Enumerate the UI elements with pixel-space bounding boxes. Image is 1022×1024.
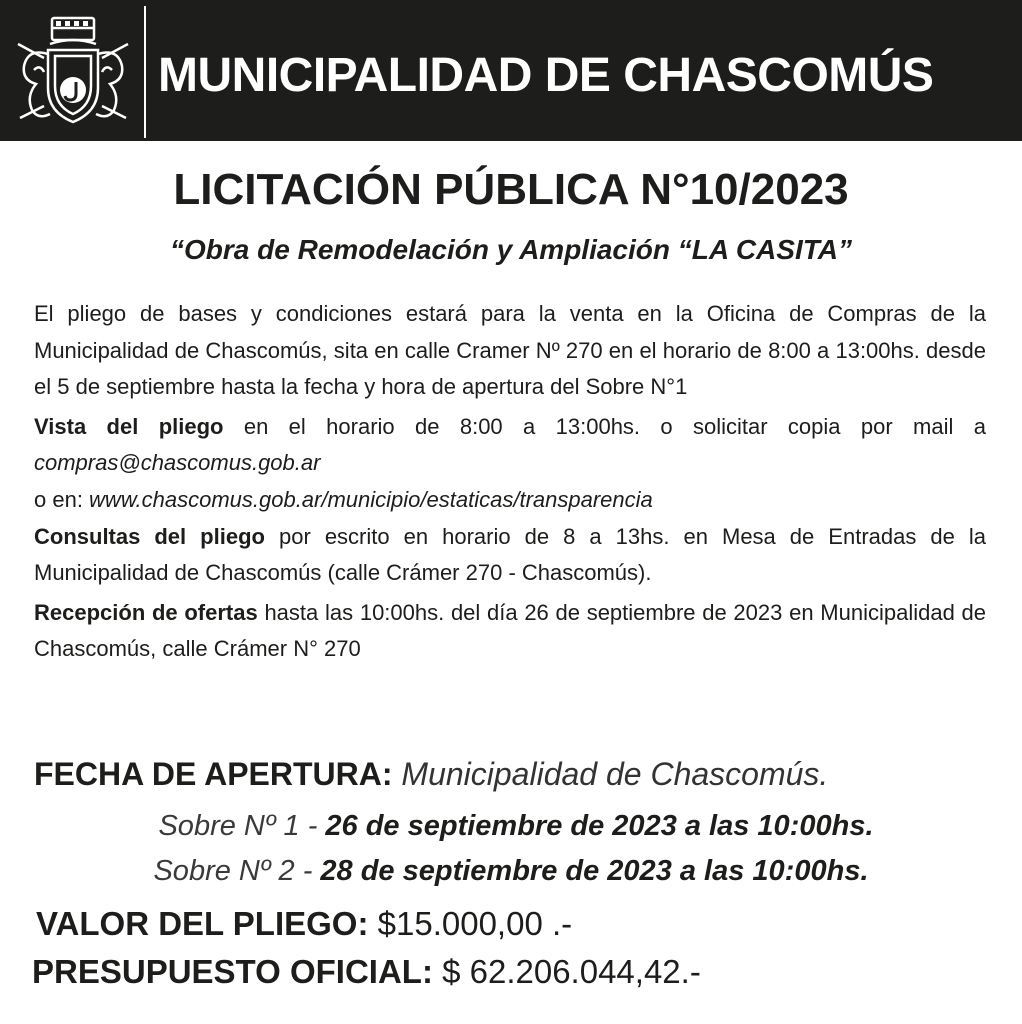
valor-pliego-line <box>36 902 572 946</box>
recepcion-text: hasta las 10:00hs. del día 26 de septiembre de 2023 en Municipalidad de Chascomús, calle Crámer N° 270 <box>34 599 986 662</box>
sobre-2-date: 28 de septiembre de 2023 a las 10:00hs. <box>320 855 869 887</box>
recepcion-paragraph <box>34 595 986 668</box>
valor-pliego-value: $15.000,00 .- <box>368 905 573 942</box>
consultas-paragraph <box>34 519 986 592</box>
consultas-text: por escrito en horario de 8 a 13hs. en Mesa de Entradas de la Municipalidad de Chascomús (calle Crámer 270 - Chascomús). <box>34 523 987 586</box>
fecha-apertura-place: Municipalidad de Chascomús. <box>392 756 829 792</box>
vista-text: en el horario de 8:00 a 13:00hs. o solicitar copia por mail a <box>223 413 986 439</box>
fecha-apertura-line <box>34 752 828 796</box>
consultas-label: Consultas del pliego <box>34 523 265 549</box>
web-paragraph <box>34 482 986 519</box>
tender-subtitle: “Obra de Remodelación y Ampliación “LA CASITA” <box>170 234 852 265</box>
presupuesto-oficial-line <box>32 950 701 994</box>
sobre-2-label: Sobre Nº 2 - <box>153 855 321 887</box>
sobre-1-label: Sobre Nº 1 - <box>158 810 326 842</box>
pliego-paragraph: El pliego de bases y condiciones estará para la venta en la Oficina de Compras de la Municipalidad de Chascomús, sita en calle Cramer Nº 270 en el horario de 8:00 a 13:00hs. desde el 5 de septiembre hasta la fecha y hora de apertura del Sobre N°1 <box>34 301 986 400</box>
header-banner <box>0 0 1022 141</box>
vista-paragraph <box>34 409 986 482</box>
vista-label: Vista del pliego <box>34 413 224 439</box>
recepcion-label: Recepción de ofertas <box>34 599 258 625</box>
presupuesto-oficial-label: PRESUPUESTO OFICIAL: <box>32 953 433 990</box>
municipality-name: MUNICIPALIDAD DE CHASCOMÚS <box>158 49 934 102</box>
email-link[interactable]: compras@chascomus.gob.ar <box>34 450 321 476</box>
municipal-crest-icon <box>14 14 132 130</box>
valor-pliego-label: VALOR DEL PLIEGO: <box>36 905 369 942</box>
web-prefix: o en: <box>34 486 90 512</box>
fecha-apertura-label: FECHA DE APERTURA: <box>34 756 393 792</box>
presupuesto-oficial-value: $ 62.206.044,42.- <box>432 953 701 990</box>
sobre-2-line <box>0 851 1022 891</box>
sobre-1-line <box>0 806 1022 846</box>
tender-body <box>34 296 986 668</box>
sobre-1-date: 26 de septiembre de 2023 a las 10:00hs. <box>325 810 874 842</box>
tender-title: LICITACIÓN PÚBLICA N°10/2023 <box>173 165 849 214</box>
header-divider <box>144 6 146 138</box>
web-link[interactable]: www.chascomus.gob.ar/municipio/estaticas/transparencia <box>89 486 653 512</box>
